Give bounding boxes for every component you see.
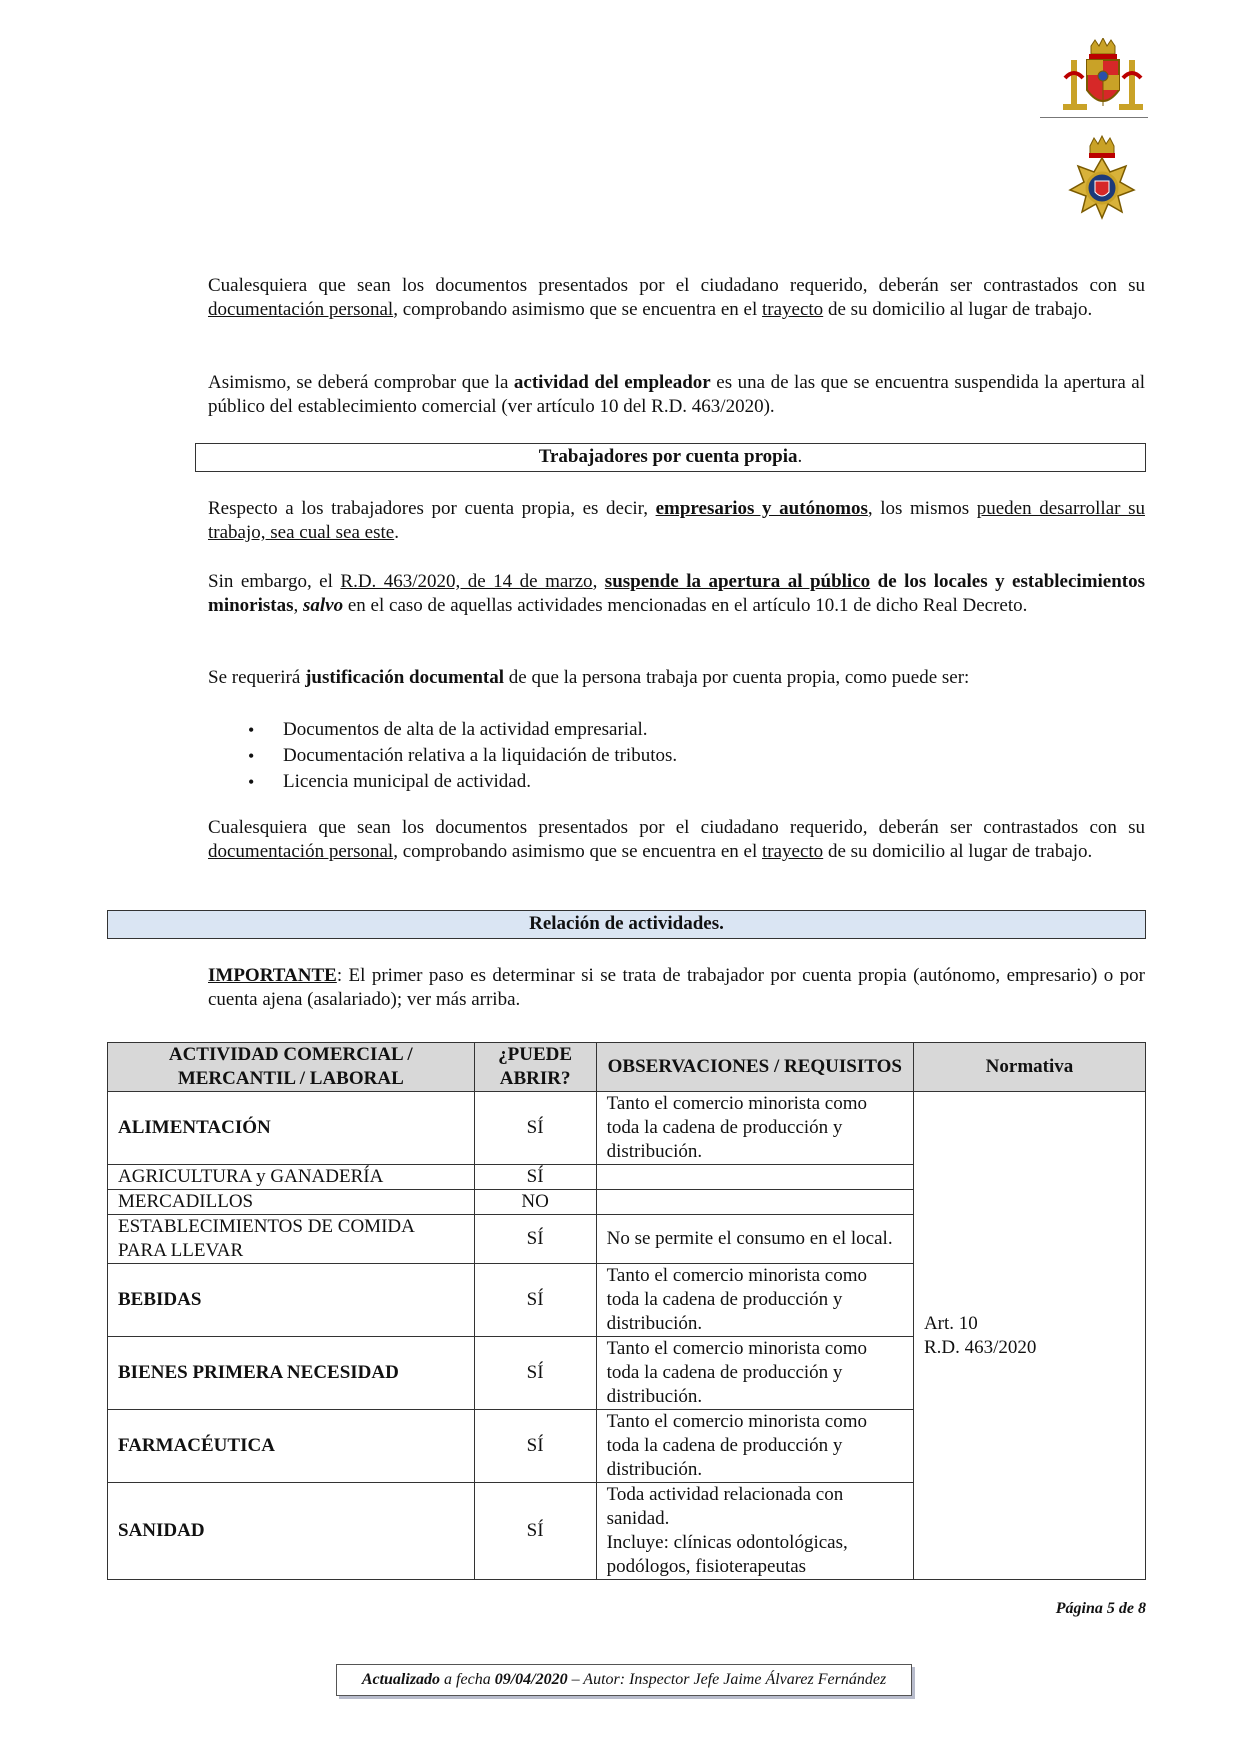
document-list [208, 717, 677, 795]
underlined-text: trayecto [762, 299, 824, 320]
text: es una de las que se encuentra suspendida la apertura al público del establecimiento comercial (ver artículo 10 del R.D. 463/2020). [208, 372, 1145, 417]
cell-normativa [913, 1092, 1145, 1580]
normativa-article: Art. 10 [923, 1312, 978, 1334]
section-heading-self-employed [195, 443, 1146, 472]
cell-observaciones: Tanto el comercio minorista como toda la cadena de producción y distribución. [596, 1092, 913, 1165]
footer-updated-label: Actualizado [361, 1671, 441, 1688]
cell-observaciones: Tanto el comercio minorista como toda la cadena de producción y distribución. [596, 1264, 913, 1337]
cell-abrir: SÍ [474, 1092, 596, 1165]
paragraph-justification [208, 666, 1145, 690]
cell-abrir: SÍ [474, 1264, 596, 1337]
activities-table [107, 1042, 1146, 1580]
section-title-suffix: . [797, 446, 803, 467]
paragraph-employer-activity [208, 371, 1145, 419]
cell-observaciones: Tanto el comercio minorista como toda la cadena de producción y distribución. [596, 1337, 913, 1410]
bold-text: de los locales y establecimientos minoristas [208, 571, 1146, 616]
footer-text: a fecha [440, 1671, 495, 1688]
footer-date: 09/04/2020 [494, 1671, 568, 1688]
cell-actividad: MERCADILLOS [108, 1190, 475, 1215]
cell-actividad: SANIDAD [108, 1483, 475, 1580]
section-title: Trabajadores por cuenta propia [538, 446, 798, 467]
cell-abrir: SÍ [474, 1215, 596, 1264]
text: Se requerirá [208, 667, 306, 688]
text: , los mismos [867, 498, 977, 519]
footer-update-info [336, 1664, 912, 1696]
cell-actividad: BIENES PRIMERA NECESIDAD [108, 1337, 475, 1410]
text: , [592, 571, 605, 592]
cell-abrir: SÍ [474, 1410, 596, 1483]
text: : El primer paso es determinar si se trata de trabajador por cuenta propia (autónomo, empresario) o por cuenta ajena (asalariado); ver más arriba. [208, 965, 1145, 1010]
bold-text: justificación documental [305, 667, 505, 688]
cell-observaciones [596, 1165, 913, 1190]
bold-italic-text: salvo [303, 595, 344, 616]
text: Respecto a los trabajadores por cuenta propia, es decir, [208, 498, 656, 519]
cell-actividad: BEBIDAS [108, 1264, 475, 1337]
table-header-row [108, 1043, 1146, 1092]
text: . [394, 522, 399, 543]
text: Cualesquiera que sean los documentos presentados por el ciudadano requerido, deberán ser contrastados con su [208, 817, 1145, 838]
text: de su domicilio al lugar de trabajo. [823, 299, 1093, 320]
obs-line: Incluye: clínicas odontológicas, podólogos, fisioterapeutas [606, 1532, 848, 1577]
page-number: Página 5 de 8 [1055, 1600, 1146, 1617]
paragraph-document-check [208, 274, 1145, 322]
underlined-text: documentación personal [208, 299, 394, 320]
cell-actividad: ESTABLECIMIENTOS DE COMIDA PARA LLEVAR [108, 1215, 475, 1264]
header-puede-abrir: ¿PUEDE ABRIR? [474, 1043, 596, 1092]
national-police-badge-icon [1064, 134, 1140, 220]
header-observaciones: OBSERVACIONES / REQUISITOS [596, 1043, 913, 1092]
cell-abrir: SÍ [474, 1165, 596, 1190]
bold-underlined-text: empresarios y autónomos [655, 498, 868, 519]
cell-observaciones: No se permite el consumo en el local. [596, 1215, 913, 1264]
section-heading-activities [107, 910, 1146, 939]
text: Sin embargo, el [208, 571, 341, 592]
cell-actividad: FARMACÉUTICA [108, 1410, 475, 1483]
cell-observaciones [596, 1190, 913, 1215]
text: Cualesquiera que sean los documentos presentados por el ciudadano requerido, deberán ser contrastados con su [208, 275, 1145, 296]
header-normativa: Normativa [913, 1043, 1145, 1092]
footer-author: Inspector Jefe Jaime Álvarez Fernández [625, 1671, 887, 1688]
text: en el caso de aquellas actividades mencionadas en el artículo 10.1 de dicho Real Decreto. [343, 595, 1028, 616]
obs-line: Toda actividad relacionada con sanidad. [606, 1484, 844, 1529]
text: , [293, 595, 303, 616]
cell-actividad: ALIMENTACIÓN [108, 1092, 475, 1165]
text: de que la persona trabaja por cuenta propia, como puede ser: [504, 667, 970, 688]
text: , comprobando asimismo que se encuentra en el [393, 841, 762, 862]
underlined-text: pueden desarrollar su trabajo, sea cual sea este [208, 498, 1145, 543]
paragraph-suspension [208, 570, 1145, 618]
bold-underlined-text: suspende la apertura al público [604, 571, 871, 592]
cell-abrir: SÍ [474, 1483, 596, 1580]
important-label: IMPORTANTE [208, 965, 337, 986]
header-actividad: ACTIVIDAD COMERCIAL / MERCANTIL / LABORAL [108, 1043, 475, 1092]
cell-abrir: SÍ [474, 1337, 596, 1410]
normativa-decree: R.D. 463/2020 [923, 1336, 1037, 1358]
paragraph-important [208, 964, 1145, 1012]
table-row [108, 1092, 1146, 1165]
cell-actividad: AGRICULTURA y GANADERÍA [108, 1165, 475, 1190]
underlined-text: R.D. 463/2020, de 14 de marzo [340, 571, 593, 592]
text: , comprobando asimismo que se encuentra en el [393, 299, 762, 320]
header-divider [1040, 117, 1148, 118]
cell-observaciones: Tanto el comercio minorista como toda la cadena de producción y distribución. [596, 1410, 913, 1483]
cell-observaciones [596, 1483, 913, 1580]
list-item: • Documentación relativa a la liquidación de tributos. [208, 743, 677, 769]
text: de su domicilio al lugar de trabajo. [823, 841, 1093, 862]
list-item: • Licencia municipal de actividad. [208, 769, 677, 795]
bold-text: actividad del empleador [513, 372, 711, 393]
cell-abrir: NO [474, 1190, 596, 1215]
paragraph-self-employed [208, 497, 1145, 545]
spanish-coat-of-arms-icon [1061, 38, 1145, 114]
underlined-text: trayecto [762, 841, 824, 862]
paragraph-document-check-2 [208, 816, 1145, 864]
text: Asimismo, se deberá comprobar que la [208, 372, 514, 393]
section-title: Relación de actividades. [529, 913, 724, 934]
underlined-text: documentación personal [208, 841, 394, 862]
footer-text: – Autor: [567, 1671, 626, 1688]
list-item: • Documentos de alta de la actividad empresarial. [208, 717, 677, 743]
